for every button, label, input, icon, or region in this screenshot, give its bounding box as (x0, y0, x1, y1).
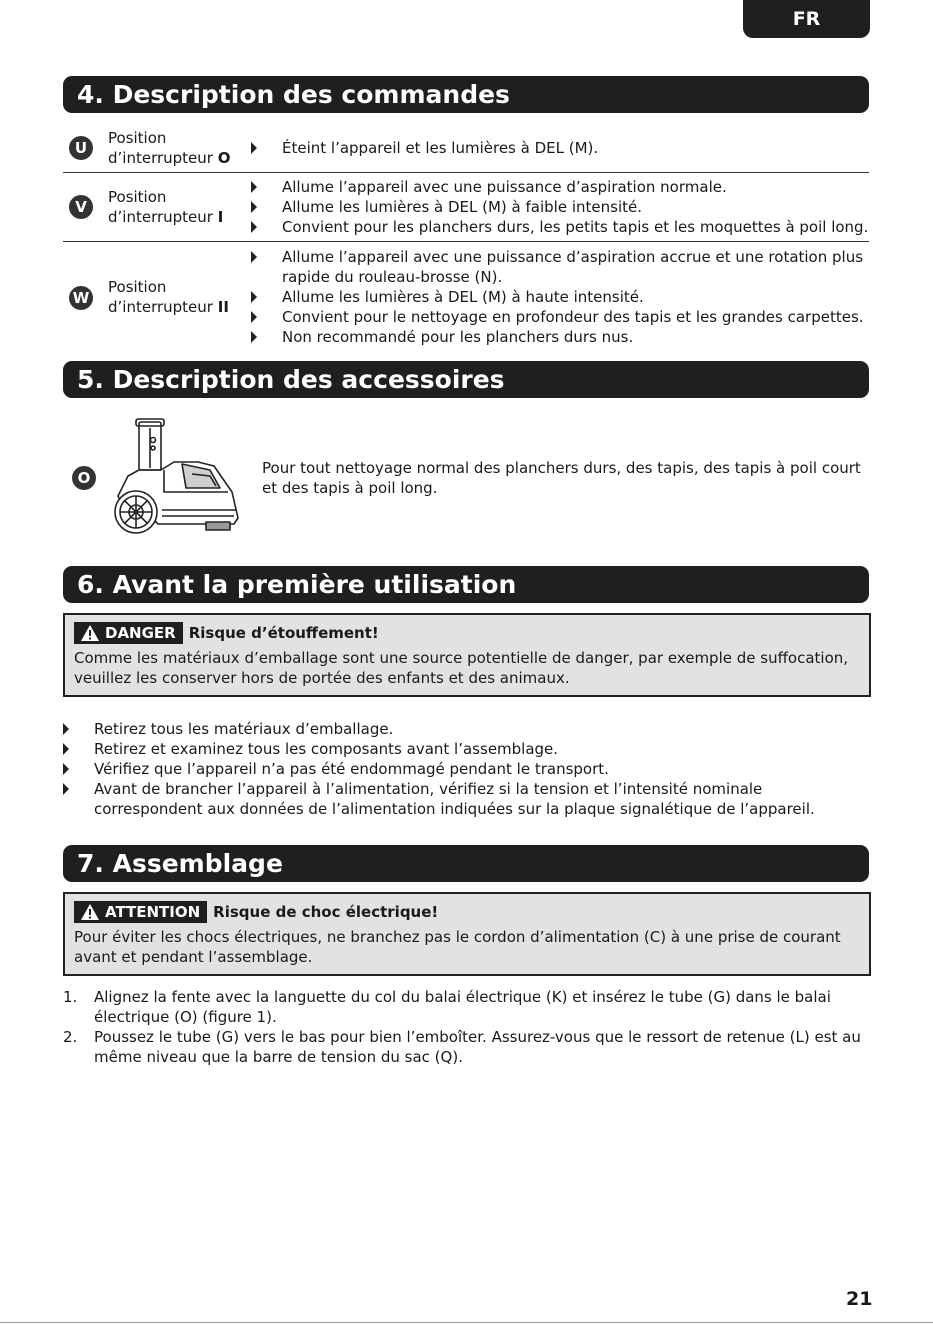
list-item (63, 759, 863, 779)
warning-header (74, 901, 438, 923)
section-5-heading: 5. Description des accessoires (63, 361, 869, 398)
preparation-list (63, 719, 863, 819)
control-label-text: d’interrupteur (108, 149, 213, 167)
control-desc-line: Non recommandé pour les planchers durs nus. (282, 328, 634, 346)
bullet-icon (251, 197, 263, 217)
control-row-u (63, 124, 869, 173)
bullet-icon (63, 719, 75, 739)
danger-warning-box (63, 613, 871, 697)
bullet-icon (251, 138, 263, 158)
control-label-text: d’interrupteur (108, 298, 213, 316)
control-label (108, 187, 223, 227)
control-desc-line: Allume les lumières à DEL (M) à faible intensité. (282, 198, 642, 216)
control-desc-line: rapide du rouleau-brosse (N). (282, 268, 503, 286)
switch-symbol-ii: II (217, 298, 229, 316)
step-text: Poussez le tube (G) vers le bas pour bien l’emboîter. Assurez-vous que le ressort de retenue (L) est au même niveau que la barre de tension du sac (Q). (94, 1028, 861, 1066)
control-row-w (63, 241, 869, 351)
warning-triangle-icon (80, 903, 100, 921)
control-desc-line: Éteint l’appareil et les lumières à DEL (M). (282, 139, 599, 157)
switch-symbol-o: O (217, 149, 231, 167)
bullet-icon (63, 779, 75, 799)
control-desc-line: Convient pour le nettoyage en profondeur des tapis et les grandes carpettes. (282, 308, 864, 326)
bullet-icon (251, 177, 263, 197)
bullet-icon (251, 247, 263, 267)
control-label-line2 (108, 148, 231, 168)
section-6-heading: 6. Avant la première utilisation (63, 566, 869, 603)
list-item (63, 779, 824, 819)
bullet-icon (251, 327, 263, 347)
attention-title: Risque de choc électrique! (213, 903, 439, 921)
attention-badge-label: ATTENTION (105, 903, 201, 921)
control-desc-line: Allume l’appareil avec une puissance d’aspiration normale. (282, 178, 727, 196)
accessory-description: Pour tout nettoyage normal des planchers durs, des tapis, des tapis à poil court et des tapis à poil long. (262, 459, 861, 497)
control-row-v (63, 172, 869, 242)
step-item (63, 987, 864, 1027)
control-label-line1: Position (108, 188, 167, 206)
footer-divider (0, 1322, 933, 1323)
control-desc-line: Allume l’appareil avec une puissance d’aspiration accrue et une rotation plus (282, 248, 864, 266)
warning-header (74, 622, 379, 644)
step-number: 1. (63, 988, 78, 1006)
control-label-line1: Position (108, 278, 167, 296)
badge-v: V (69, 195, 93, 219)
step-text: Alignez la fente avec la languette du col du balai électrique (K) et insérez le tube (G) dans le balai électrique (O) (figure 1). (94, 988, 831, 1026)
attention-body: Pour éviter les chocs électriques, ne branchez pas le cordon d’alimentation (C) à une prise de courant avant et pendant l’assemblage. (74, 928, 841, 966)
badge-u: U (69, 136, 93, 160)
list-item-text: Vérifiez que l’appareil n’a pas été endommagé pendant le transport. (94, 760, 609, 778)
control-label-line2 (108, 297, 229, 317)
control-label-text: d’interrupteur (108, 208, 213, 226)
section-4-heading: 4. Description des commandes (63, 76, 869, 113)
warning-triangle-icon (80, 624, 100, 642)
control-label (108, 128, 231, 168)
bullet-icon (251, 287, 263, 307)
bullet-icon (251, 307, 263, 327)
list-item-text: Avant de brancher l’appareil à l’alimentation, vérifiez si la tension et l’intensité nominale correspondent aux données de l’alimentation indiquées sur la plaque signalétique de l’appareil. (94, 780, 815, 818)
control-label-line1: Position (108, 129, 167, 147)
list-item-text: Retirez et examinez tous les composants avant l’assemblage. (94, 740, 559, 758)
bullet-icon (63, 739, 75, 759)
attention-badge (74, 901, 207, 923)
bullet-icon (251, 217, 263, 237)
control-label-line2 (108, 207, 223, 227)
step-item (63, 1027, 884, 1067)
control-desc-line: Convient pour les planchers durs, les petits tapis et les moquettes à poil long. (282, 218, 869, 236)
power-brush-illustration (106, 418, 244, 536)
section-7-heading: 7. Assemblage (63, 845, 869, 882)
danger-title: Risque d’étouffement! (188, 624, 379, 642)
badge-w: W (69, 286, 93, 310)
bullet-icon (63, 759, 75, 779)
assembly-steps (63, 987, 863, 1067)
danger-body: Comme les matériaux d’emballage sont une source potentielle de danger, par exemple de suffocation, veuillez les conserver hors de portée des enfants et des animaux. (74, 649, 849, 687)
list-item (63, 739, 863, 759)
step-number: 2. (63, 1028, 78, 1046)
danger-badge (74, 622, 183, 644)
language-tab: FR (743, 0, 870, 38)
control-label (108, 277, 229, 317)
danger-badge-label: DANGER (105, 624, 176, 642)
page-number: 21 (846, 1288, 873, 1310)
badge-o: O (72, 466, 96, 490)
switch-symbol-i: I (217, 208, 224, 226)
list-item-text: Retirez tous les matériaux d’emballage. (94, 720, 394, 738)
list-item (63, 719, 863, 739)
control-desc-line: Allume les lumières à DEL (M) à haute intensité. (282, 288, 644, 306)
attention-warning-box (63, 892, 871, 976)
